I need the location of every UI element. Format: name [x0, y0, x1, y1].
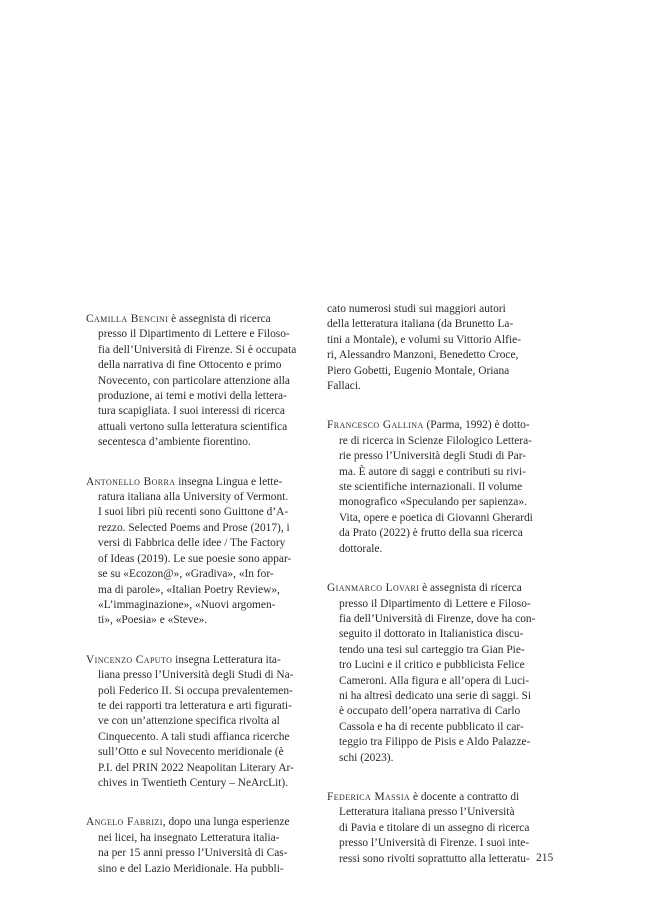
bio-entry: [327, 581, 553, 766]
bio-line: [86, 327, 312, 342]
bio-text: tura scapigliata. I suoi interessi di ricerca: [98, 405, 285, 418]
bio-line: [327, 720, 553, 735]
bio-line: [86, 730, 312, 745]
page-number: 215: [536, 852, 554, 864]
bio-line: [86, 668, 312, 683]
bio-entry: [86, 815, 312, 877]
bio-line: [86, 699, 312, 714]
bio-text: sino e del Lazio Meridionale. Ha pubbli-: [98, 862, 284, 875]
author-name: Gianmarco Lovari: [327, 582, 420, 595]
bio-text: , dopo una lunga esperienze: [162, 816, 290, 829]
bio-text: tini a Montale), e volumi su Vittorio Alfie-: [327, 333, 521, 346]
bio-line: [327, 689, 553, 704]
bio-text: presso il Dipartimento di Lettere e Filoso-: [339, 597, 531, 610]
bio-text: sull’Otto e sul Novecento meridionale (è: [98, 746, 284, 759]
bio-line: [327, 643, 553, 658]
bio-entry: [86, 475, 312, 629]
bio-text: Cameroni. Alla figura e all’opera di Luci-: [339, 674, 530, 687]
bio-line: [327, 674, 553, 689]
bio-line: [86, 684, 312, 699]
bio-text: of Ideas (2019). Le sue poesie sono appar-: [98, 552, 292, 565]
bio-line: [86, 374, 312, 389]
left-column: [86, 312, 312, 901]
author-name: Federica Massia: [327, 790, 411, 803]
bio-text: è assegnista di ricerca: [419, 582, 522, 595]
bio-line: [327, 581, 553, 596]
bio-text: I suoi libri più recenti sono Guittone d’A-: [98, 506, 289, 519]
bio-text: liana presso l’Università degli Studi di Na-: [98, 669, 294, 682]
bio-text: ri, Alessandro Manzoni, Benedetto Croce,: [327, 349, 519, 362]
bio-line: [327, 790, 553, 805]
bio-line: [86, 343, 312, 358]
bio-line: [86, 567, 312, 582]
right-column: [327, 302, 553, 891]
bio-text: chives in Twentieth Century – NeArcLit).: [98, 776, 289, 789]
bio-line: [327, 364, 553, 379]
bio-text: della narrativa di fine Ottocento e primo: [98, 359, 282, 372]
bio-line: [86, 761, 312, 776]
bio-text: se su «Ecozon@», «Gradiva», «In for-: [98, 568, 274, 581]
bio-line: [327, 434, 553, 449]
bio-text: tro Lucini e il critico e pubblicista Felice: [339, 659, 525, 672]
bio-text: ma. È autore di saggi e contributi su rivi-: [339, 465, 526, 478]
bio-text: te dei rapporti tra letteratura e arti figurati-: [98, 699, 292, 712]
bio-text: Cassola e ha di recente pubblicato il car-: [339, 720, 524, 733]
bio-text: cato numerosi studi sui maggiori autori: [327, 303, 506, 315]
bio-line: [327, 627, 553, 642]
bio-text: presso il Dipartimento di Lettere e Filoso-: [98, 328, 290, 341]
bio-text: ma di parole», «Italian Poetry Review»,: [98, 583, 280, 596]
bio-line: [86, 862, 312, 877]
bio-line: [86, 714, 312, 729]
bio-text: ti», «Poesia» e «Steve».: [98, 614, 208, 627]
bio-entry: [327, 790, 553, 867]
bio-text: produzione, ai temi e motivi della lettera-: [98, 390, 287, 403]
bio-text: ste scientifiche internazionali. Il volume: [339, 481, 523, 494]
bio-text: teggio tra Filippo de Pisis e Aldo Palazze-: [339, 736, 531, 749]
bio-text: ratura italiana alla University of Vermont.: [98, 491, 289, 504]
bio-text: è assegnista di ricerca: [168, 313, 271, 325]
bio-line: [86, 404, 312, 419]
bio-text: fia dell’Università di Firenze, dove ha con-: [339, 612, 536, 625]
bio-text: na per 15 anni presso l’Università di Cas-: [98, 847, 288, 860]
bio-line: [327, 735, 553, 750]
bio-line: [327, 348, 553, 363]
author-name: Camilla Bencini: [86, 313, 169, 325]
bio-line: [327, 658, 553, 673]
bio-line: [327, 805, 553, 820]
bio-line: [327, 333, 553, 348]
bio-text: schi (2023).: [339, 751, 394, 764]
bio-line: [86, 536, 312, 551]
bio-text: nei licei, ha insegnato Letteratura italia-: [98, 831, 280, 844]
bio-line: [86, 745, 312, 760]
bio-text: «L’immaginazione», «Nuovi argomen-: [98, 598, 276, 611]
bio-line: [327, 465, 553, 480]
bio-text: insegna Letteratura ita-: [172, 653, 281, 666]
bio-text: monografico «Speculando per sapienza».: [339, 496, 527, 509]
bio-text: fia dell’Università di Firenze. Si è occupata: [98, 343, 297, 356]
bio-text: di Pavia e titolare di un assegno di ricerca: [339, 821, 530, 834]
bio-line: [86, 598, 312, 613]
bio-line: [86, 776, 312, 791]
bio-text: è docente a contratto di: [410, 790, 520, 803]
bio-text: (Parma, 1992) è dotto-: [423, 419, 530, 432]
bio-text: presso l’Università di Firenze. I suoi inte-: [339, 837, 530, 850]
bio-line: [86, 583, 312, 598]
bio-entry: [327, 418, 553, 557]
bio-text: insegna Lingua e lette-: [175, 475, 283, 488]
bio-text: rezzo. Selected Poems and Prose (2017), i: [98, 521, 290, 534]
bio-text: ni ha altresì dedicato una serie di saggi. Si: [339, 689, 532, 702]
bio-line: [86, 505, 312, 520]
bio-line: [86, 653, 312, 668]
bio-line: [327, 379, 553, 394]
bio-text: Fallaci.: [327, 380, 361, 393]
bio-line: [86, 475, 312, 490]
bio-entry: [86, 312, 312, 451]
bio-line: [327, 821, 553, 836]
bio-text: seguito il dottorato in Italianistica discu-: [339, 628, 524, 641]
bio-text: è occupato dell’opera narrativa di Carlo: [339, 705, 521, 718]
bio-text: secentesca d’ambiente fiorentino.: [98, 436, 251, 449]
bio-line: [86, 312, 312, 327]
bio-line: [327, 526, 553, 541]
bio-line: [327, 704, 553, 719]
bio-text: ve con un’attenzione specifica rivolta al: [98, 715, 280, 728]
bio-line: [327, 302, 553, 317]
bio-text: da Prato (2022) è frutto della sua ricerca: [339, 527, 523, 540]
bio-line: [86, 521, 312, 536]
bio-text: tendo una tesi sul carteggio tra Gian Pie-: [339, 643, 525, 656]
author-name: Vincenzo Caputo: [86, 653, 173, 666]
bio-text: rie presso l’Università degli Studi di Par-: [339, 450, 527, 463]
bio-text: Piero Gobetti, Eugenio Montale, Oriana: [327, 364, 510, 377]
bio-line: [327, 418, 553, 433]
bio-text: della letteratura italiana (da Brunetto La-: [327, 318, 514, 331]
bio-line: [86, 815, 312, 830]
bio-text: poli Federico II. Si occupa prevalentemen-: [98, 684, 293, 697]
author-name: Francesco Gallina: [327, 419, 424, 432]
bio-line: [327, 449, 553, 464]
bio-line: [86, 613, 312, 628]
bio-text: attuali vertono sulla letteratura scientifica: [98, 420, 288, 433]
bio-line: [86, 490, 312, 505]
bio-text: ressi sono rivolti soprattutto alla letteratu-: [339, 852, 530, 865]
bio-line: [327, 751, 553, 766]
bio-line: [327, 511, 553, 526]
bio-text: Letteratura italiana presso l’Università: [339, 806, 515, 819]
author-name: Angelo Fabrizi: [86, 816, 163, 829]
bio-text: versi di Fabbrica delle idee / The Factory: [98, 537, 286, 550]
bio-line: [327, 495, 553, 510]
bio-text: Cinquecento. A tali studi affianca ricerche: [98, 730, 290, 743]
bio-line: [327, 852, 553, 867]
bio-text: re di ricerca in Scienze Filologico Lettera-: [339, 434, 532, 447]
bio-line: [327, 480, 553, 495]
bio-line: [327, 836, 553, 851]
bio-line: [86, 831, 312, 846]
bio-line: [327, 542, 553, 557]
bio-text: Vita, opere e poetica di Giovanni Gherardi: [339, 511, 533, 524]
bio-line: [86, 552, 312, 567]
author-name: Antonello Borra: [86, 475, 176, 488]
bio-entry: [86, 653, 312, 792]
bio-line: [327, 317, 553, 332]
bio-line: [86, 389, 312, 404]
bio-line: [86, 846, 312, 861]
bio-text: dottorale.: [339, 542, 383, 555]
bio-text: Novecento, con particolare attenzione alla: [98, 374, 290, 387]
bio-text: P.I. del PRIN 2022 Neapolitan Literary Ar-: [98, 761, 294, 774]
bio-line: [327, 597, 553, 612]
bio-line: [86, 420, 312, 435]
bio-line: [86, 358, 312, 373]
bio-entry: [327, 302, 553, 394]
bio-line: [86, 435, 312, 450]
bio-line: [327, 612, 553, 627]
